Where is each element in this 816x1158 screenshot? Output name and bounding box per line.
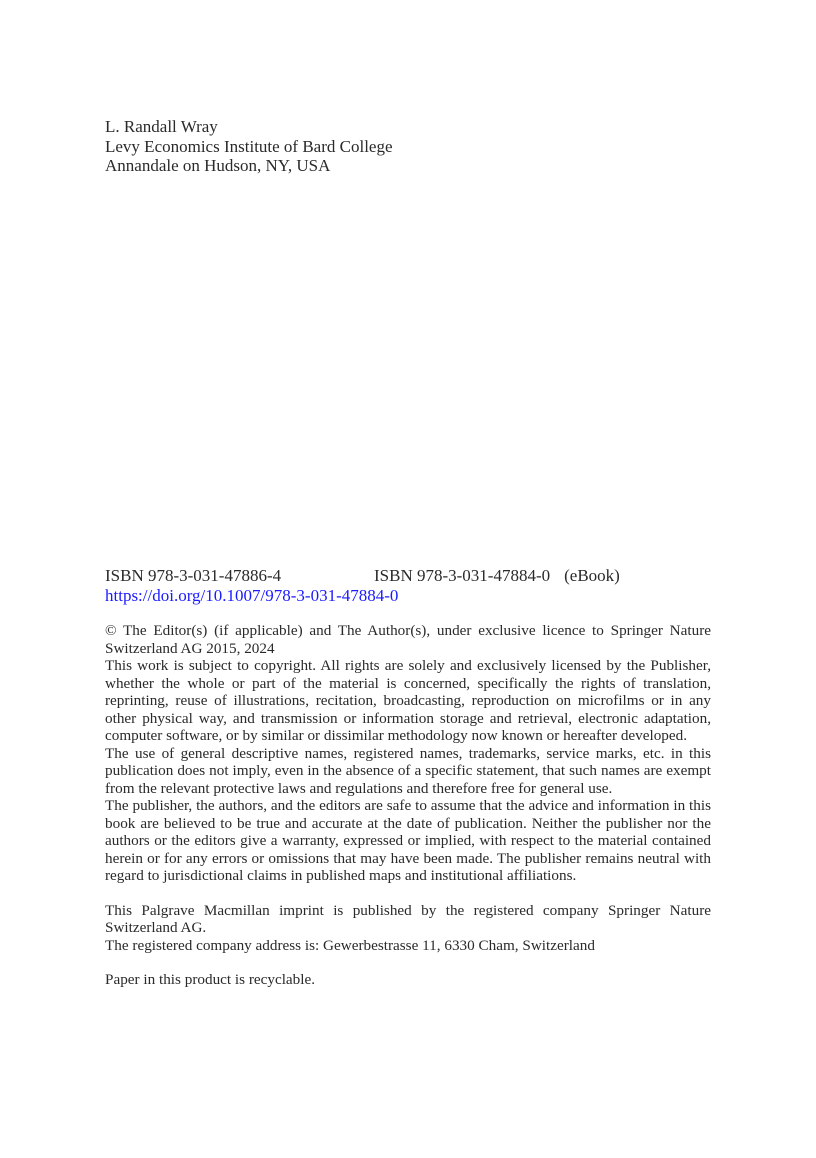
trademark-paragraph: The use of general descriptive names, registered names, trademarks, service marks, etc. in this publication does not imply, even in the absence of a specific statement, that such names are exempt from the relevant protective laws and regulations and therefore free for general use. bbox=[105, 744, 711, 797]
isbn-row bbox=[105, 566, 711, 586]
rights-paragraph: This work is subject to copyright. All rights are solely and exclusively licensed by the Publisher, whether the whole or part of the material is concerned, specifically the rights of translation, reprinting, reuse of illustrations, recitation, broadcasting, reproduction on microfilms or in any other physical way, and transmission or information storage and retrieval, electronic adaptation, computer software, or by similar or dissimilar methodology now known or hereafter developed. bbox=[105, 657, 711, 744]
recyclable-note: Paper in this product is recyclable. bbox=[105, 971, 316, 988]
doi-link[interactable]: https://doi.org/10.1007/978-3-031-47884-0 bbox=[105, 585, 399, 605]
address-paragraph: The registered company address is: Gewerbestrasse 11, 6330 Cham, Switzerland bbox=[105, 936, 595, 954]
isbn-ebook: ISBN 978-3-031-47884-0 bbox=[374, 566, 551, 585]
spacer bbox=[105, 885, 711, 902]
author-location: Annandale on Hudson, NY, USA bbox=[105, 156, 331, 175]
copyright-notice: © The Editor(s) (if applicable) and The Author(s), under exclusive licence to Springer Nature Switzerland AG 2015, 2024 bbox=[105, 622, 711, 657]
disclaimer-paragraph: The publisher, the authors, and the editors are safe to assume that the advice and information in this book are believed to be true and accurate at the date of publication. Neither the publisher nor the authors or the editors give a warranty, expressed or implied, with respect to the material contained herein or for any errors or omissions that may have been made. The publisher remains neutral with regard to jurisdictional claims in published maps and institutional affiliations. bbox=[105, 797, 711, 884]
isbn-block bbox=[105, 566, 711, 605]
author-name: L. Randall Wray bbox=[105, 117, 218, 136]
imprint-paragraph: This Palgrave Macmillan imprint is published by the registered company Springer Nature Switzerland AG. bbox=[105, 901, 711, 936]
author-institution: Levy Economics Institute of Bard College bbox=[105, 136, 393, 156]
copyright-block bbox=[105, 622, 711, 989]
isbn-print: ISBN 978-3-031-47886-4 bbox=[105, 566, 282, 585]
author-block bbox=[105, 117, 711, 176]
ebook-tag: (eBook) bbox=[564, 566, 620, 585]
spacer bbox=[105, 954, 711, 971]
